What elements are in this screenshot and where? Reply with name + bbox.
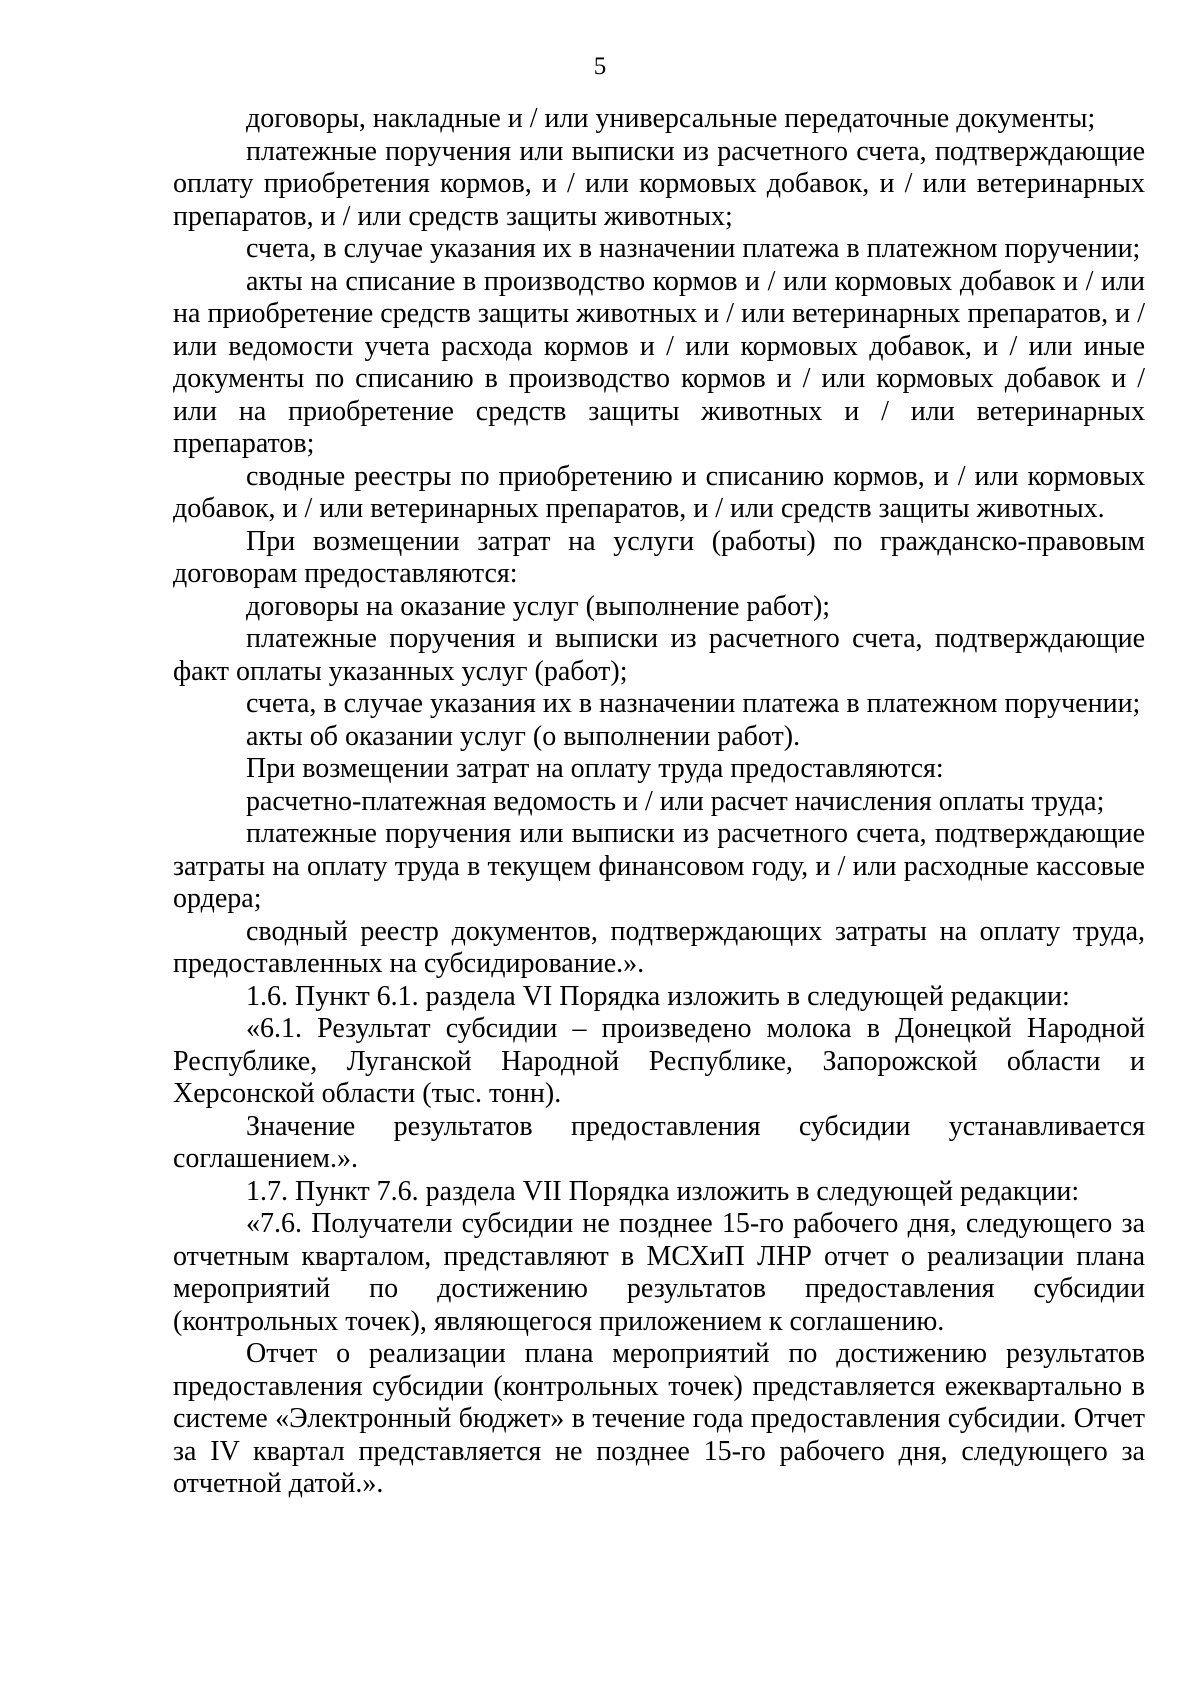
page-number: 5 (593, 53, 607, 80)
paragraph: «6.1. Результат субсидии – произведено молока в Донецкой Народной Республике, Луганской Народной Республике, Запорожской области и Херсонской области (тыс. тонн). (173, 1013, 1145, 1109)
paragraph: договоры на оказание услуг (выполнение работ); (246, 590, 831, 622)
paragraph: платежные поручения и выписки из расчетного счета, подтверждающие факт оплаты указанных услуг (работ); (173, 623, 1145, 687)
paragraph: 1.6. Пункт 6.1. раздела VI Порядка изложить в следующей редакции: (246, 980, 1070, 1012)
paragraph: Значение результатов предоставления субсидии устанавливается соглашением.». (173, 1110, 1145, 1174)
paragraph: При возмещении затрат на услуги (работы) по гражданско-правовым договорам предоставляются: (173, 525, 1145, 589)
paragraph: 1.7. Пункт 7.6. раздела VII Порядка изложить в следующей редакции: (246, 1175, 1080, 1207)
paragraph: расчетно-платежная ведомость и / или расчет начисления оплаты труда; (246, 785, 1105, 817)
document-body (173, 103, 1145, 1501)
paragraph: платежные поручения или выписки из расчетного счета, подтверждающие оплату приобретения кормов, и / или кормовых добавок, и / или ветеринарных препаратов, и / или средств защиты животных; (173, 135, 1145, 232)
paragraph: счета, в случае указания их в назначении платежа в платежном поручении; (246, 233, 1141, 264)
paragraph: «7.6. Получатели субсидии не позднее 15-го рабочего дня, следующего за отчетным кварталом, представляют в МСХиП ЛНР отчет о реализации плана мероприятий по достижению результатов предоставления субсидии (контрольных точек), являющегося приложением к соглашению. (173, 1208, 1145, 1337)
paragraph: акты об оказании услуг (о выполнении работ). (246, 720, 801, 752)
paragraph: сводный реестр документов, подтверждающих затраты на оплату труда, предоставленных на субсидирование.». (173, 915, 1145, 979)
paragraph: При возмещении затрат на оплату труда предоставляются: (246, 753, 944, 784)
paragraph: счета, в случае указания их в назначении платежа в платежном поручении; (246, 688, 1141, 719)
paragraph: сводные реестры по приобретению и списанию кормов, и / или кормовых добавок, и / или ветеринарных препаратов, и / или средств защиты животных. (173, 460, 1145, 524)
paragraph: платежные поручения или выписки из расчетного счета, подтверждающие затраты на оплату труда в текущем финансовом году, и / или расходные кассовые ордера; (173, 818, 1145, 914)
paragraph: Отчет о реализации плана мероприятий по достижению результатов предоставления субсидии (контрольных точек) представляется ежеквартально в системе «Электронный бюджет» в течение года предоставления субсидии. Отчет за IV квартал представляется не позднее 15-го рабочего дня, следующего за отчетной датой.». (173, 1338, 1145, 1499)
paragraph: договоры, накладные и / или универсальные передаточные документы; (246, 103, 1096, 134)
paragraph: акты на списание в производство кормов и / или кормовых добавок и / или на приобретение средств защиты животных и / или ветеринарных препаратов, и / или ведомости учета расхода кормов и / или кормовых добавок, и / или иные документы по списанию в производство кормов и / или кормовых добавок и / или на приобретение средств защиты животных и / или ветеринарных препаратов; (173, 265, 1145, 459)
